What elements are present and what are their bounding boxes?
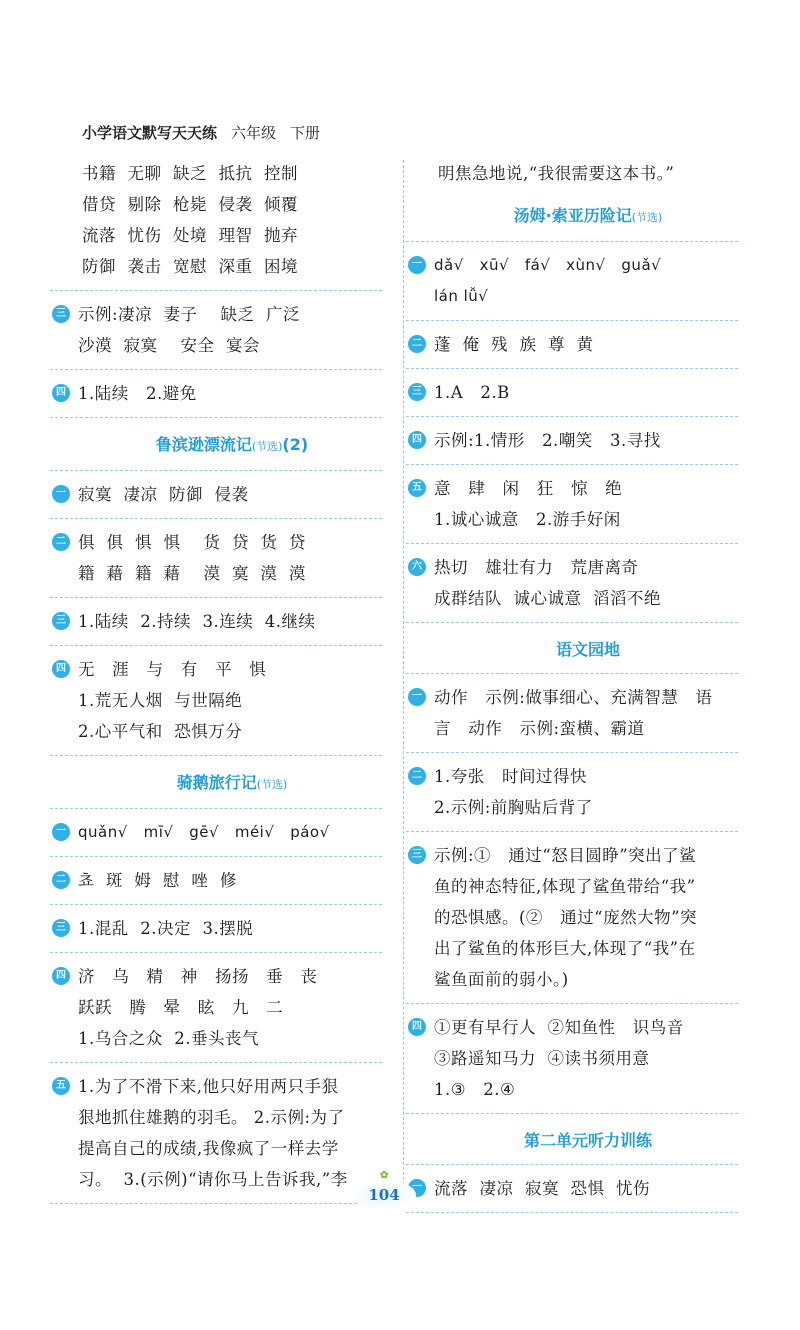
answer-body <box>434 761 738 823</box>
answer-body <box>78 527 382 589</box>
answer-row <box>412 425 738 456</box>
answer-line: 示例:凄凉 妻子 缺乏 广泛 <box>78 305 301 324</box>
answer-line: 鲨鱼面前的弱小。) <box>434 970 569 989</box>
answer-line: 动作 示例:做事细心、充满智慧 语 <box>434 688 713 707</box>
answer-body <box>434 425 738 456</box>
answer-line: 无 涯 与 有 平 惧 <box>78 660 267 679</box>
answer-body <box>434 473 738 535</box>
answer-line: 1.陆续 2.持续 3.连续 4.继续 <box>78 612 316 631</box>
answer-body <box>434 1173 738 1204</box>
answer-line: 1.乌合之众 2.垂头丧气 <box>78 1029 259 1048</box>
answer-line: lán lǚ√ <box>434 287 489 305</box>
left-intro-block <box>82 158 382 282</box>
dashed-separator <box>406 752 738 753</box>
answer-line: 1.A 2.B <box>434 383 510 402</box>
answer-row <box>56 606 382 637</box>
answer-line: 示例:① 通过“怒目圆睁”突出了鲨 <box>434 846 697 865</box>
question-number-badge: 四 <box>408 1018 426 1036</box>
answer-row <box>412 1173 738 1204</box>
answer-row <box>56 817 382 848</box>
answer-row <box>56 378 382 409</box>
question-number-badge: 四 <box>52 660 70 678</box>
page-number: ✿ 104 <box>352 1180 416 1210</box>
answer-line: 言 动作 示例:蛮横、霸道 <box>434 719 645 738</box>
answer-line: 籍 藉 籍 藉 漠 寞 漠 漠 <box>78 564 306 583</box>
answer-body <box>434 377 738 408</box>
dashed-separator <box>406 368 738 369</box>
answer-line: dǎ√ xū√ fá√ xùn√ guǎ√ <box>434 256 662 274</box>
dashed-separator <box>406 831 738 832</box>
section-title-yuwen-yuandi: 语文园地 <box>555 640 620 659</box>
dashed-separator <box>50 518 382 519</box>
dashed-separator <box>406 1164 738 1165</box>
answer-line: 流落 忧伤 处境 理智 抛弃 <box>82 226 298 245</box>
column-divider <box>403 160 404 1200</box>
answer-line: 流落 凄凉 寂寞 恐惧 忧伤 <box>434 1179 650 1198</box>
dashed-separator <box>406 1003 738 1004</box>
dashed-separator <box>406 673 738 674</box>
dashed-separator <box>50 1062 382 1063</box>
leaf-icon: ✿ <box>380 1170 389 1181</box>
answer-line: 济 乌 精 神 扬扬 垂 丧 <box>78 967 318 986</box>
answer-line: ③路遥知马力 ④读书须用意 <box>434 1049 650 1068</box>
page-header <box>82 122 320 143</box>
answer-body <box>78 913 382 944</box>
question-number-badge: 一 <box>52 823 70 841</box>
answer-row <box>56 865 382 896</box>
answer-row <box>56 479 382 510</box>
dashed-separator <box>50 417 382 418</box>
section-title-robinson: 鲁滨逊漂流记(节选)(2) <box>155 435 309 454</box>
answer-body <box>78 479 382 510</box>
answer-row <box>56 913 382 944</box>
answer-line: 热切 雄壮有力 荒唐离奇 <box>434 558 639 577</box>
answer-body <box>434 552 738 614</box>
question-number-badge: 二 <box>408 767 426 785</box>
left-section-3 <box>56 808 382 1204</box>
question-number-badge: 三 <box>52 919 70 937</box>
question-number-badge: 五 <box>52 1077 70 1095</box>
answer-line: 明焦急地说,“我很需要这本书。” <box>438 164 675 183</box>
right-section-3 <box>412 1164 738 1213</box>
question-number-badge: 三 <box>408 383 426 401</box>
answer-line: 出了鲨鱼的体形巨大,体现了“我”在 <box>434 939 696 958</box>
dashed-separator <box>50 808 382 809</box>
answer-line: 示例:1.情形 2.嘲笑 3.寻找 <box>434 431 661 450</box>
answer-line: 意 肆 闲 狂 惊 绝 <box>434 479 623 498</box>
answer-row <box>412 682 738 744</box>
answer-line: 1.诚心诚意 2.游手好闲 <box>434 510 621 529</box>
answer-row <box>56 527 382 589</box>
dashed-separator <box>50 856 382 857</box>
answer-line: 쵸 斑 姆 慰 唑 修 <box>78 871 237 890</box>
answer-row <box>412 761 738 823</box>
answer-line: 1.荒无人烟 与世隔绝 <box>78 691 243 710</box>
right-section-1 <box>412 241 738 623</box>
left-column <box>56 158 382 1204</box>
answer-row <box>412 1012 738 1105</box>
question-number-badge: 一 <box>52 485 70 503</box>
answer-row <box>56 1071 382 1195</box>
answer-line: 2.心平气和 恐惧万分 <box>78 722 243 741</box>
right-section-2 <box>412 673 738 1114</box>
answer-row <box>412 552 738 614</box>
dashed-separator <box>406 1113 738 1114</box>
question-number-badge: 三 <box>52 612 70 630</box>
answer-body <box>78 654 382 747</box>
answer-line: ①更有早行人 ②知鱼性 识鸟音 <box>434 1018 684 1037</box>
answer-row <box>56 961 382 1054</box>
answer-row <box>412 329 738 360</box>
dashed-separator <box>50 290 382 291</box>
answer-body <box>78 299 382 361</box>
answer-body <box>78 817 382 848</box>
dashed-separator <box>50 755 382 756</box>
answer-body <box>434 840 738 995</box>
book-volume: 下册 <box>290 124 321 142</box>
question-number-badge: 五 <box>408 479 426 497</box>
dashed-separator <box>50 645 382 646</box>
answer-row <box>412 250 738 312</box>
answer-row <box>412 473 738 535</box>
answer-line: 成群结队 诚心诚意 滔滔不绝 <box>434 589 661 608</box>
answer-line: quǎn√ mī√ gē√ méi√ páo√ <box>78 823 330 841</box>
answer-row <box>412 840 738 995</box>
dashed-separator <box>406 416 738 417</box>
answer-line: 1.夸张 时间过得快 <box>434 767 587 786</box>
answer-line: 1.为了不滑下来,他只好用两只手狠 <box>78 1077 339 1096</box>
answer-body <box>78 378 382 409</box>
dashed-separator <box>50 1203 382 1204</box>
answer-row <box>412 377 738 408</box>
answer-line: 寂寞 凄凉 防御 侵袭 <box>78 485 249 504</box>
answer-line: 1.③ 2.④ <box>434 1080 516 1099</box>
answer-body <box>78 865 382 896</box>
left-section-2 <box>56 470 382 756</box>
answer-body <box>78 606 382 637</box>
dashed-separator <box>406 241 738 242</box>
question-number-badge: 四 <box>408 431 426 449</box>
answer-line: 书籍 无聊 缺乏 抵抗 控制 <box>82 164 298 183</box>
dashed-separator <box>50 470 382 471</box>
question-number-badge: 三 <box>52 305 70 323</box>
dashed-separator <box>50 369 382 370</box>
dashed-separator <box>406 464 738 465</box>
answer-line: 跃跃 腾 晕 眩 九 二 <box>78 998 284 1017</box>
answer-line: 借贷 剔除 枪毙 侵袭 倾覆 <box>82 195 298 214</box>
answer-line: 防御 袭击 宽慰 深重 困境 <box>82 257 298 276</box>
answer-body <box>78 1071 382 1195</box>
answer-line: 狠地抓住雄鹅的羽毛。 2.示例:为了 <box>78 1108 345 1127</box>
answer-body <box>78 961 382 1054</box>
answer-line: 蓬 俺 残 族 尊 黄 <box>434 335 594 354</box>
answer-line: 2.示例:前胸贴后背了 <box>434 798 593 817</box>
question-number-badge: 四 <box>52 384 70 402</box>
dashed-separator <box>406 320 738 321</box>
dashed-separator <box>50 904 382 905</box>
answer-line: 1.混乱 2.决定 3.摆脱 <box>78 919 254 938</box>
answer-body <box>434 329 738 360</box>
section-title-tom-sawyer: 汤姆·索亚历险记(节选) <box>513 206 663 225</box>
answer-line: 俱 俱 惧 惧 货 贷 货 贷 <box>78 533 306 552</box>
dashed-separator <box>50 597 382 598</box>
answer-body <box>434 250 738 312</box>
dashed-separator <box>50 952 382 953</box>
question-number-badge: 一 <box>408 688 426 706</box>
question-number-badge: 一 <box>408 1179 426 1197</box>
section-title-nils: 骑鹅旅行记(节选) <box>176 773 288 792</box>
left-section-1 <box>56 290 382 418</box>
answer-line: 沙漠 寂寞 安全 宴会 <box>78 336 260 355</box>
answer-body <box>434 682 738 744</box>
question-number-badge: 二 <box>408 335 426 353</box>
answer-line: 的恐惧感。(② 通过“庞然大物”突 <box>434 908 698 927</box>
question-number-badge: 一 <box>408 256 426 274</box>
section-title-listening: 第二单元听力训练 <box>523 1131 652 1150</box>
answer-line: 习。 3.(示例)“请你马上告诉我,”李 <box>78 1170 348 1189</box>
dashed-separator <box>406 622 738 623</box>
right-column <box>412 158 738 1213</box>
answer-row <box>56 654 382 747</box>
answer-line: 鱼的神态特征,体现了鲨鱼带给“我” <box>434 877 696 896</box>
question-number-badge: 二 <box>52 871 70 889</box>
right-intro-block <box>438 158 738 189</box>
book-title: 小学语文默写天天练 <box>82 124 218 142</box>
question-number-badge: 二 <box>52 533 70 551</box>
answer-body <box>434 1012 738 1105</box>
answer-line: 1.陆续 2.避免 <box>78 384 197 403</box>
question-number-badge: 六 <box>408 558 426 576</box>
answer-row <box>56 299 382 361</box>
question-number-badge: 三 <box>408 846 426 864</box>
question-number-badge: 四 <box>52 967 70 985</box>
dashed-separator <box>406 543 738 544</box>
dashed-separator <box>406 1212 738 1213</box>
answer-line: 提高自己的成绩,我像疯了一样去学 <box>78 1139 339 1158</box>
book-grade: 六年级 <box>231 124 277 142</box>
